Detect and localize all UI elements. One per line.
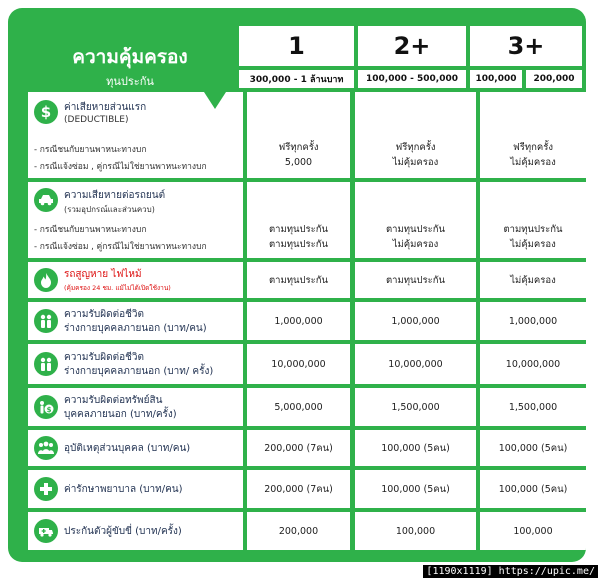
row-medical xyxy=(28,470,586,508)
row-personal-accident xyxy=(28,430,586,466)
plan-3plus-value: 100,000 xyxy=(480,512,586,550)
plan-1-sum: 300,000 - 1 ล้านบาท xyxy=(239,70,354,88)
row-title: ความรับผิดต่อชีวิต xyxy=(64,352,144,363)
plan-2plus-value: 100,000 (5คน) xyxy=(355,430,476,466)
table-title: ความคุ้มครอง xyxy=(72,46,188,68)
plan-1-value: ฟรีทุกครั้ง 5,000 xyxy=(247,92,350,178)
plan-1-value: 5,000,000 xyxy=(247,388,350,426)
plan-1-value: 200,000 (7คน) xyxy=(247,470,350,508)
plan-3plus-sum-b: 200,000 xyxy=(526,70,582,88)
plan-2plus-value: ฟรีทุกครั้ง ไม่คุ้มครอง xyxy=(355,92,476,178)
fire-icon xyxy=(34,268,58,292)
coverage-table-card xyxy=(8,8,586,562)
row-title: ค่ารักษาพยาบาล (บาท/คน) xyxy=(64,484,183,495)
sub-item: - กรณีแจ้งซ่อม , คู่กรณีไม่ใช่ยานพาหนะทางบก xyxy=(34,242,207,252)
plan-1-header: 1 xyxy=(239,26,354,66)
medical-cross-icon xyxy=(34,477,58,501)
plan-2plus-value: 1,500,000 xyxy=(355,388,476,426)
row-title: ความเสียหายต่อรถยนต์ xyxy=(64,190,166,201)
sub-item: - กรณีชนกับยานพาหนะทางบก xyxy=(34,145,147,155)
table-subtitle: ทุนประกัน xyxy=(106,75,154,88)
row-bodily-liability-person xyxy=(28,302,586,340)
plan-3plus-value: 100,000 (5คน) xyxy=(480,430,586,466)
row-title: ความรับผิดต่อทรัพย์สิน xyxy=(64,395,163,406)
row-note: (คุ้มครอง 24 ชม. แม้ไม่ได้เปิดใช้งาน) xyxy=(64,284,171,292)
plan-2plus-value: ตามทุนประกัน xyxy=(355,262,476,298)
plan-3plus-value: ฟรีทุกครั้ง ไม่คุ้มครอง xyxy=(480,92,586,178)
row-title: อุบัติเหตุส่วนบุคคล (บาท/คน) xyxy=(64,443,191,454)
row-title-line2: บุคคลภายนอก (บาท/ครั้ง) xyxy=(64,409,177,420)
money-bag-icon xyxy=(34,395,58,419)
svg-text:$: $ xyxy=(40,104,52,120)
plan-1-value: 1,000,000 xyxy=(247,302,350,340)
group-icon xyxy=(34,436,58,460)
ambulance-icon xyxy=(34,519,58,543)
plan-2plus-value: 100,000 (5คน) xyxy=(355,470,476,508)
row-title: ประกันตัวผู้ขับขี่ (บาท/ครั้ง) xyxy=(64,526,182,537)
plan-2plus-sum: 100,000 - 500,000 xyxy=(358,70,466,88)
row-deductible xyxy=(28,92,586,178)
plan-3plus-value: 1,000,000 xyxy=(480,302,586,340)
plan-2plus-value: 10,000,000 xyxy=(355,344,476,384)
plan-2plus-value: 100,000 xyxy=(355,512,476,550)
row-property-liability xyxy=(28,388,586,426)
row-title-line2: ร่างกายบุคคลภายนอก (บาท/คน) xyxy=(64,323,207,334)
plan-1-value: ตามทุนประกัน ตามทุนประกัน xyxy=(247,182,350,258)
dollar-icon xyxy=(34,100,58,124)
row-car-damage xyxy=(28,182,586,258)
row-title: รถสูญหาย ไฟไหม้ xyxy=(64,269,142,280)
row-title: ความรับผิดต่อชีวิต xyxy=(64,309,144,320)
row-title: ค่าเสียหายส่วนแรก xyxy=(64,102,147,113)
row-subtitle: (รวมอุปกรณ์และส่วนควบ) xyxy=(64,205,155,214)
plan-3plus-value: 10,000,000 xyxy=(480,344,586,384)
row-bodily-liability-accident xyxy=(28,344,586,384)
header-pointer xyxy=(204,92,226,109)
sub-item: - กรณีชนกับยานพาหนะทางบก xyxy=(34,225,147,235)
car-icon xyxy=(34,188,58,212)
plan-1-value: 10,000,000 xyxy=(247,344,350,384)
people-icon xyxy=(34,309,58,333)
row-driver-bail xyxy=(28,512,586,550)
plan-3plus-value: ตามทุนประกัน ไม่คุ้มครอง xyxy=(480,182,586,258)
plan-2plus-value: ตามทุนประกัน ไม่คุ้มครอง xyxy=(355,182,476,258)
plan-2plus-header: 2+ xyxy=(358,26,466,66)
plan-2plus-value: 1,000,000 xyxy=(355,302,476,340)
row-title-line2: ร่างกายบุคคลภายนอก (บาท/ ครั้ง) xyxy=(64,366,214,377)
plan-1-value: 200,000 (7คน) xyxy=(247,430,350,466)
sub-item: - กรณีแจ้งซ่อม , คู่กรณีไม่ใช่ยานพาหนะทางบก xyxy=(34,162,207,172)
image-watermark: [1190x1119] https://upic.me/ xyxy=(423,565,598,578)
plan-1-value: 200,000 xyxy=(247,512,350,550)
plan-3plus-header: 3+ xyxy=(470,26,582,66)
people-icon xyxy=(34,352,58,376)
row-theft-fire xyxy=(28,262,586,298)
plan-3plus-value: ไม่คุ้มครอง xyxy=(480,262,586,298)
plan-3plus-sum-a: 100,000 xyxy=(470,70,522,88)
plan-3plus-value: 100,000 (5คน) xyxy=(480,470,586,508)
svg-text:$: $ xyxy=(46,406,52,414)
plan-3plus-value: 1,500,000 xyxy=(480,388,586,426)
row-subtitle: (DEDUCTIBLE) xyxy=(64,115,129,125)
plan-1-value: ตามทุนประกัน xyxy=(247,262,350,298)
